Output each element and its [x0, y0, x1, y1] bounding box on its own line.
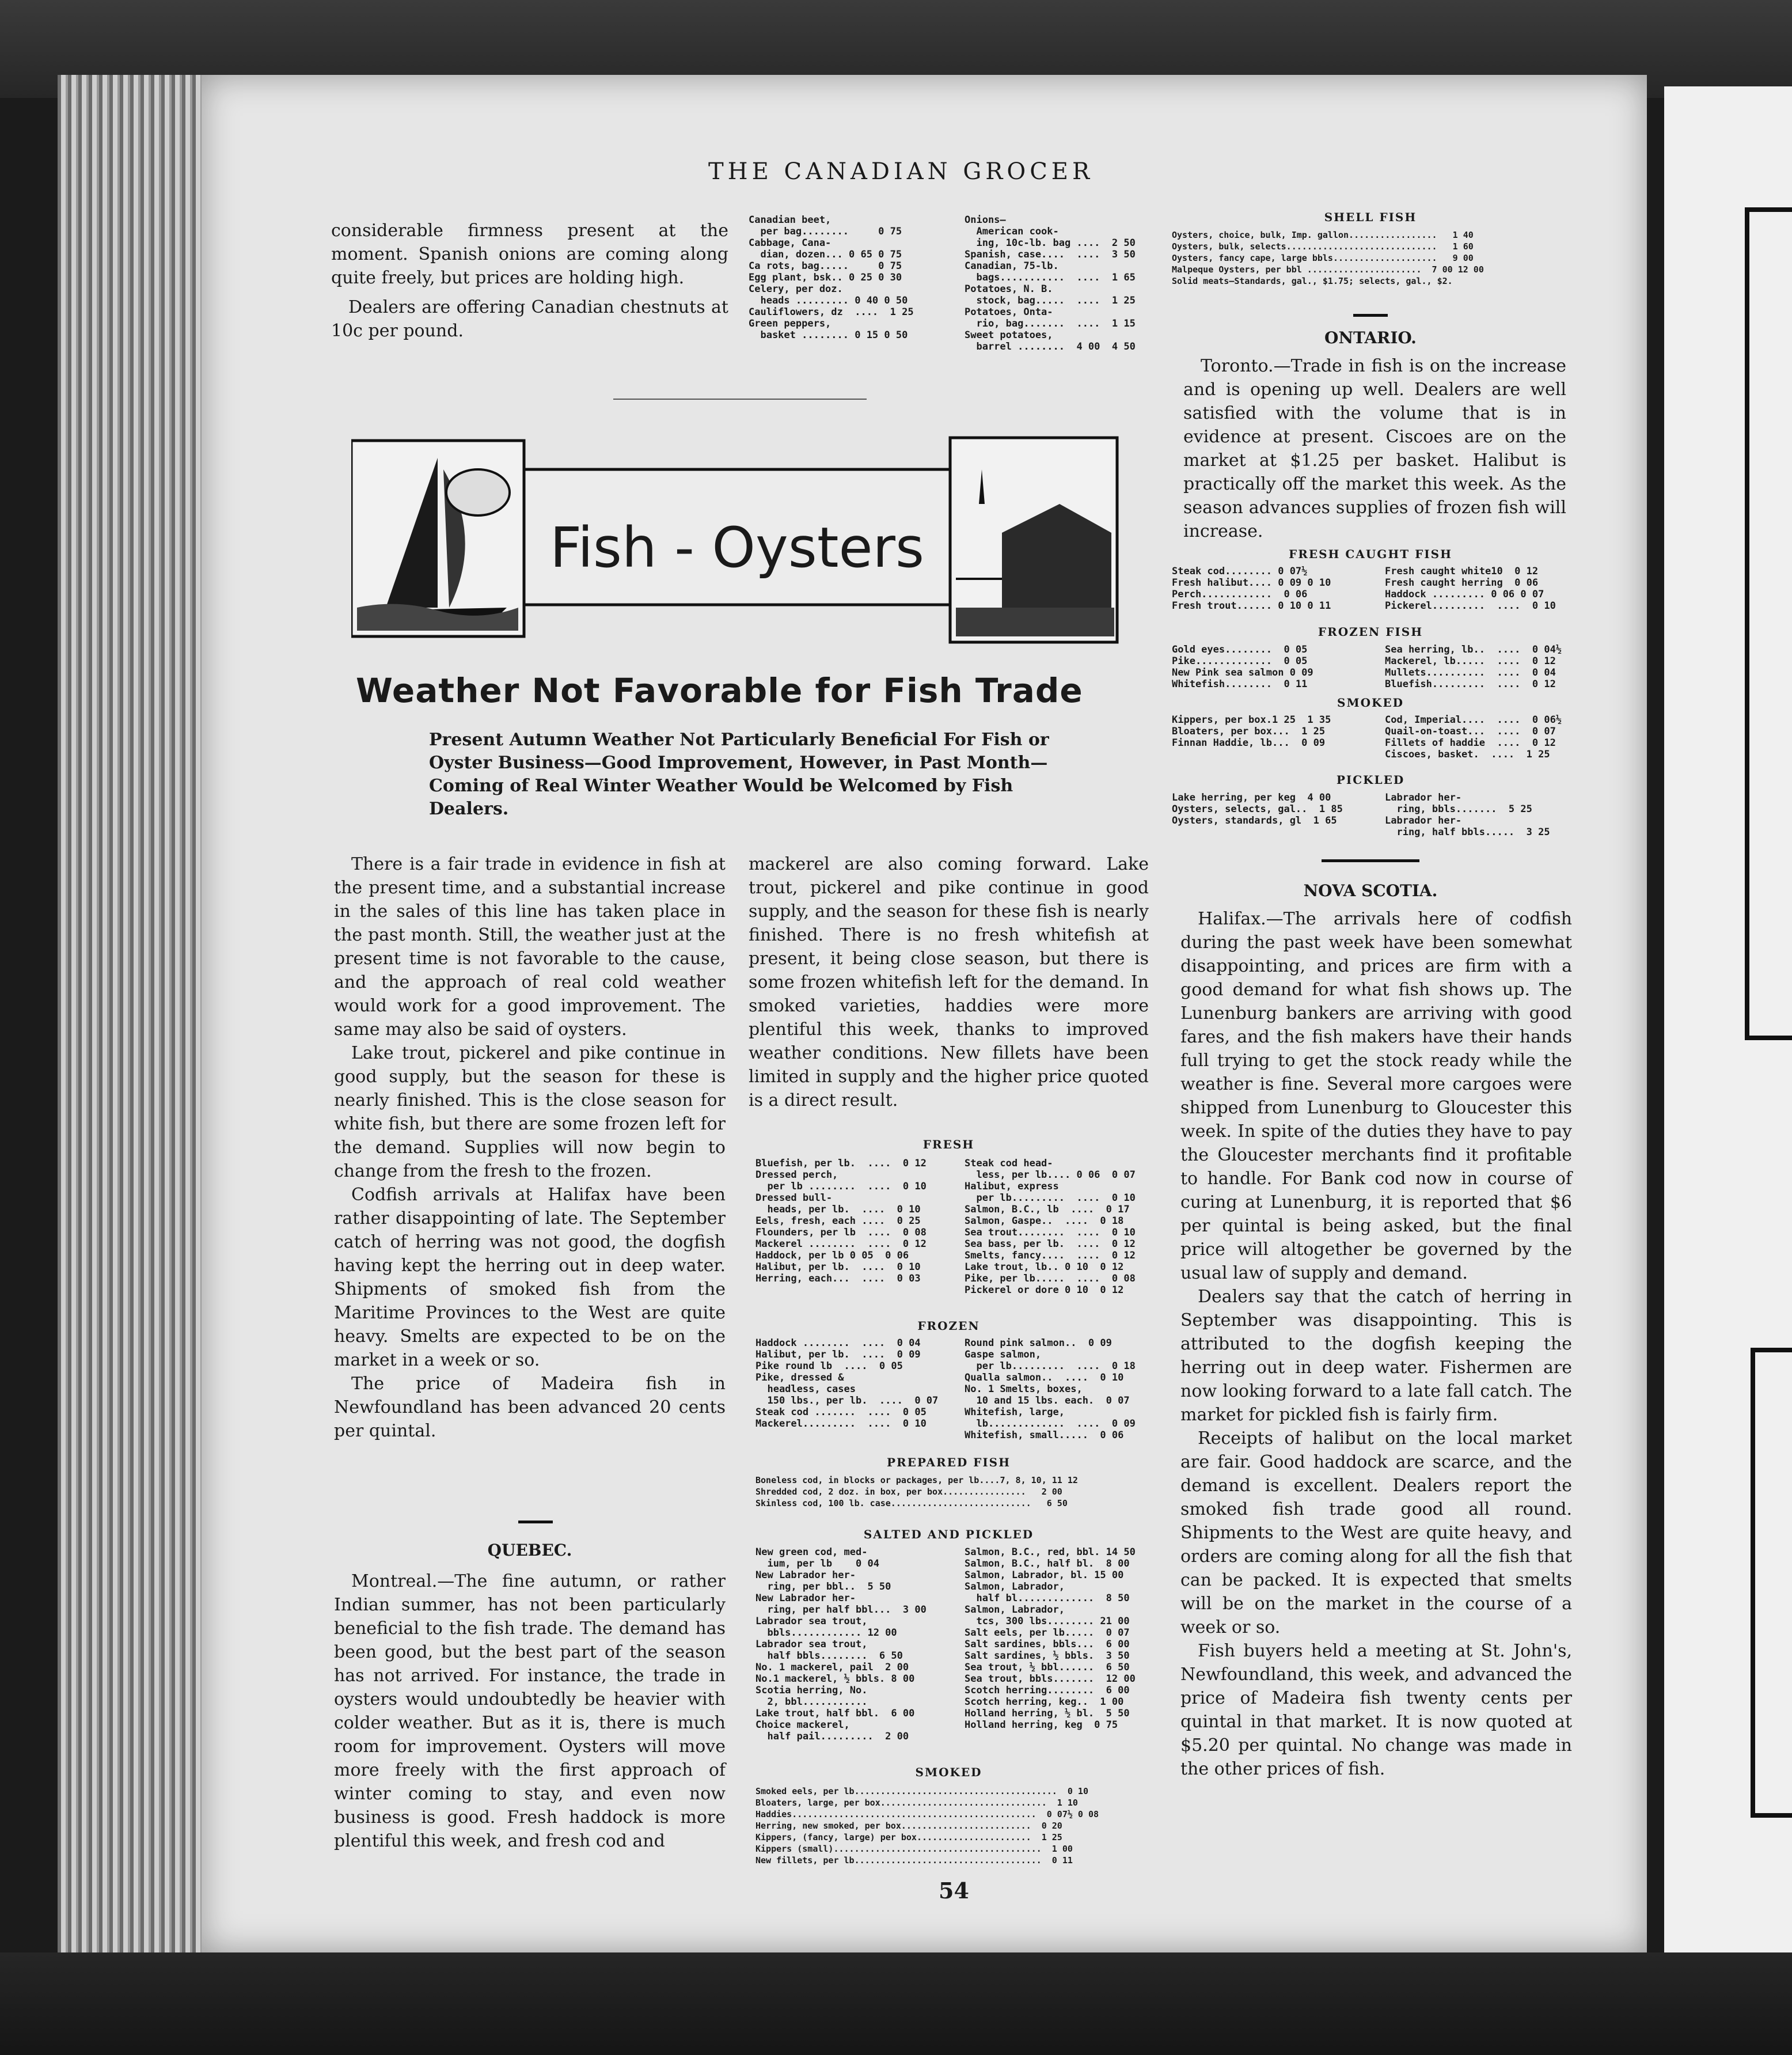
prepared-table: Boneless cod, in blocks or packages, per lb....7, 8, 10, 11 12 Shredded cod, 2 doz. in box, per box................ 2 00 Skinless cod, 100 lb. case........................... 6 50 [755, 1475, 1078, 1508]
adjacent-page-box [1745, 207, 1792, 1040]
quebec-rule [518, 1521, 553, 1523]
nova-para-3: Receipts of halibut on the local market are fair. Good haddock are scarce, and the demand is excellent. Dealers report the smoked fish trade good all round. Shipments to the West are quite heavy, and orders are coming along for all the fish that can be packed. It is expected that smelts will be on the market in the course of a week or so. [1180, 1428, 1572, 1637]
vegetable-table-left: Canadian beet, per bag........ 0 75 Cabbage, Cana- dian, dozen... 0 65 0 75 Ca rots, bag..... 0 75 Egg plant, bsk.. 0 25 0 30 Celery, per doz. heads ......... 0 40 0 50 Cauliflowers, dz .... 1 25 Green peppers, basket ........ 0 15 0 50 [749, 214, 914, 341]
pickled-left: Lake herring, per keg 4 00 Oysters, selects, gal.. 1 85 Oysters, standards, gl 1 65 [1172, 792, 1343, 826]
top-left-para-1: considerable firmness present at the moment. Spanish onions are coming along quite freely, but prices are holding high. [331, 221, 728, 288]
frozen-table-left: Haddock ........ .... 0 04 Halibut, per lb. .... 0 09 Pike round lb .... 0 05 Pike, dressed & headless, cases 150 lbs., per lb. .... 0 07 Steak cod ....... .... 0 05 Mackerel......... .... 0 10 [755, 1337, 939, 1430]
banner-title: Fish - Oysters [549, 515, 924, 580]
ontario-heading: ONTARIO. [1324, 328, 1417, 347]
frozen-fish-head: FROZEN FISH [1318, 625, 1423, 639]
running-head: THE CANADIAN GROCER [708, 158, 1094, 185]
fresh-caught-head: FRESH CAUGHT FISH [1289, 547, 1452, 561]
fresh-caught-right: Fresh caught white10 0 12 Fresh caught herring 0 06 Haddock ......... 0 06 0 07 Pickerel......... .... 0 10 [1385, 566, 1556, 612]
ont-smoked-head: SMOKED [1337, 696, 1404, 710]
vegetable-table-right: Onions— American cook- ing, 10c-lb. bag .... 2 50 Spanish, case.... .... 3 50 Canadian, 75-lb. bags........... .... 1 65 Potatoes, N. B. stock, bag..... .... 1 25 Potatoes, Onta- rio, bag....... .... 1 15 Sweet potatoes, barrel ........ 4 00 4 50 [965, 214, 1136, 352]
column-1 [334, 852, 726, 1443]
top-left-column [331, 219, 728, 343]
frozen-fish-right: Sea herring, lb.. .... 0 04½ Mackerel, lb..... .... 0 12 Mullets.......... .... 0 04 Bluefish......... .... 0 12 [1385, 644, 1562, 690]
pickled-head: PICKLED [1336, 773, 1405, 787]
nova-scotia-column [1180, 907, 1572, 1781]
scan-background-bottom [0, 1952, 1792, 2055]
column-2 [749, 852, 1149, 1112]
prepared-table-head: PREPARED FISH [886, 1455, 1011, 1469]
shell-fish-table: Oysters, choice, bulk, Imp. gallon................. 1 40 Oysters, bulk, selects............................. 1 60 Oysters, fancy cape, large bbls.................... 9 00 Malpeque Oysters, per bbl ...................... 7 00 12 00 Solid meats—Standards, gal., $1.75; selects, gal., $2. [1172, 230, 1484, 286]
quebec-heading: QUEBEC. [487, 1541, 572, 1560]
ontario-rule [1353, 314, 1388, 317]
nova-rule [1322, 859, 1419, 862]
smoked-table: Smoked eels, per lb....................................... 0 10 Bloaters, large, per box................................ 1 10 Haddies............................................... 0 07½ 0 08 Herring, new smoked, per box......................... 0 20 Kippers, (fancy, large) per box...................... 1 25 Kippers (small)........................................ 1 00 New fillets, per lb.................................... 0 11 [755, 1786, 1099, 1866]
quebec-para-1: Montreal.—The fine autumn, or rather Indian summer, has not been particularly beneficial to the fish trade. The demand has been good, but the best part of the season has not arrived. For instance, the trade in oysters would undoubtedly be heavier with colder weather. But as it is, there is much room for improvement. Oysters will move more freely with the first approach of winter coming to stay, and even now business is good. Fresh haddock is more plentiful this week, and fresh cod and [334, 1571, 726, 1851]
col2-para-1: mackerel are also coming forward. Lake trout, pickerel and pike continue in good supply, and the season for these fish is nearly finished. There is no fresh whitefish at present, it being close season, but there is some frozen whitefish left for the demand. In smoked varieties, haddies were more plentiful this week, thanks to improved weather conditions. New fillets have been limited in supply and the higher price quoted is a direct result. [749, 854, 1149, 1110]
frozen-fish-left: Gold eyes........ 0 05 Pike............. 0 05 New Pink sea salmon 0 09 Whitefish........ 0 11 [1172, 644, 1313, 690]
ont-smoked-left: Kippers, per box.1 25 1 35 Bloaters, per box... 1 25 Finnan Haddie, lb... 0 09 [1172, 714, 1331, 749]
pickled-right: Labrador her- ring, bbls....... 5 25 Labrador her- ring, half bbls..... 3 25 [1385, 792, 1550, 838]
nova-para-4: Fish buyers held a meeting at St. John's, Newfoundland, this week, and advanced the price of Madeira fish twenty cents per quintal in that market. It is now quoted at $5.20 per quintal. No change was made in the other prices of fish. [1180, 1641, 1572, 1779]
ont-smoked-right: Cod, Imperial.... .... 0 06½ Quail-on-toast... .... 0 07 Fillets of haddie .... 0 12 Ciscoes, basket. .... 1 25 [1385, 714, 1562, 760]
frozen-table-head: FROZEN [917, 1319, 980, 1333]
nova-para-2: Dealers say that the catch of herring in September was disappointing. This is attributed to the dogfish keeping the herring out in deep water. Fishermen are now looking forward to a late fall catch. The market for pickled fish is fairly firm. [1180, 1287, 1572, 1425]
headline: Weather Not Favorable for Fish Trade [356, 671, 1083, 710]
divider-top [613, 399, 867, 400]
subheadline-deck: Present Autumn Weather Not Particularly Beneficial For Fish or Oyster Business—Good Improvement, However, in Past Month—Coming of Real Winter Weather Would be Welcomed by Fish Dealers. [429, 730, 1049, 819]
salted-table-left: New green cod, med- ium, per lb 0 04 New Labrador her- ring, per bbl.. 5 50 New Labrador her- ring, per half bbl... 3 00 Labrador sea trout, bbls............ 12 00 Labrador sea trout, half bbls........ 6 50 No. 1 mackerel, pail 2 00 No.1 mackerel, ½ bbls. 8 00 Scotia herring, No. 2, bbl........... Lake trout, half bbl. 6 00 Choice mackerel, half pail......... 2 00 [755, 1546, 927, 1742]
fresh-caught-left: Steak cod........ 0 07½ Fresh halibut.... 0 09 0 10 Perch............ 0 06 Fresh trout...... 0 10 0 11 [1172, 566, 1331, 612]
col1-para-4: The price of Madeira fish in Newfoundland has been advanced 20 cents per quintal. [334, 1374, 726, 1441]
fish-oysters-banner [351, 435, 1120, 654]
ontario-para-1: Toronto.—Trade in fish is on the increase and is opening up well. Dealers are well satisfied with the volume that is in evidence at present. Ciscoes are on the market at $1.25 per basket. Halibut is practically off the market this week. As the season advances supplies of frozen fish will increase. [1183, 356, 1566, 541]
fresh-table-head: FRESH [922, 1138, 975, 1151]
book-page-edges [58, 75, 202, 1952]
quebec-column [334, 1569, 726, 1853]
salted-table-head: SALTED AND PICKLED [863, 1527, 1034, 1541]
top-left-para-2: Dealers are offering Canadian chestnuts at 10c per pound. [331, 297, 728, 341]
frozen-table-right: Round pink salmon.. 0 09 Gaspe salmon, per lb......... .... 0 18 Qualla salmon.. .... 0 10 No. 1 Smelts, boxes, 10 and 15 lbs. each. 0 07 Whitefish, large, lb............. .... 0 09 Whitefish, small..... 0 06 [965, 1337, 1136, 1441]
salted-table-right: Salmon, B.C., red, bbl. 14 50 Salmon, B.C., half bl. 8 00 Salmon, Labrador, bl. 15 00 Salmon, Labrador, half bl............. 8 50 Salmon, Labrador, tcs, 300 lbs........ 21 00 Salt eels, per lb..... 0 07 Salt sardines, bbls... 6 00 Salt sardines, ½ bbls. 3 50 Sea trout, ½ bbl...... 6 50 Sea trout, bbls....... 12 00 Scotch herring........ 6 00 Scotch herring, keg.. 1 00 Holland herring, ½ bl. 5 50 Holland herring, keg 0 75 [965, 1546, 1136, 1731]
col1-para-2: Lake trout, pickerel and pike continue in good supply, but the season for these is nearly finished. This is the close season for white fish, but there are some frozen left for the demand. Supplies will now begin to change from the fresh to the frozen. [334, 1043, 726, 1181]
ontario-column [1183, 354, 1566, 543]
nova-para-1: Halifax.—The arrivals here of codfish during the past week have been somewhat disappointing, and prices are firm with a good demand for what fish shows up. The Lunenburg bankers are arriving with good fares, and the fish makers have their hands full trying to get the stock ready while the weather is fine. Several more cargoes were shipped from Lunenburg to Gloucester this week. In spite of the duties they have to pay the Gloucester merchants find it profitable to handle. For Bank cod now in course of curing at Lunenburg, it is reported that $6 per quintal is being asked, but the final price will altogether be governed by the usual law of supply and demand. [1180, 909, 1572, 1283]
adjacent-page-box-lower [1751, 1348, 1792, 1818]
page-number: 54 [939, 1878, 969, 1904]
smoked-table-head: SMOKED [915, 1765, 982, 1779]
fresh-table-left: Bluefish, per lb. .... 0 12 Dressed perch, per lb ........ .... 0 10 Dressed bull- heads, per lb. .... 0 10 Eels, fresh, each .... 0 25 Flounders, per lb .... 0 08 Mackerel ........ .... 0 12 Haddock, per lb 0 05 0 06 Halibut, per lb. .... 0 10 Herring, each... .... 0 03 [755, 1158, 927, 1284]
nova-scotia-heading: NOVA SCOTIA. [1303, 881, 1438, 900]
shell-fish-head: SHELL FISH [1324, 210, 1417, 224]
col1-para-1: There is a fair trade in evidence in fish at the present time, and a substantial increase in the sales of this line has taken place in the past month. Still, the weather just at the present time is not favorable to the cause, and the approach of real cold weather would work for a good improvement. The same may also be said of oysters. [334, 854, 726, 1040]
col1-para-3: Codfish arrivals at Halifax have been rather disappointing of late. The September catch of herring was not good, the dogfish having kept the herring out in deep water. Shipments of smoked fish from the Maritime Provinces to the West are quite heavy. Smelts are expected to be on the market in a week or so. [334, 1185, 726, 1370]
fresh-table-right: Steak cod head- less, per lb.... 0 06 0 07 Halibut, express per lb......... .... 0 10 Salmon, B.C., lb .... 0 17 Salmon, Gaspe.. .... 0 18 Sea trout........ .... 0 10 Sea bass, per lb. .... 0 12 Smelts, fancy.... .... 0 12 Lake trout, lb.. 0 10 0 12 Pike, per lb..... .... 0 08 Pickerel or dore 0 10 0 12 [965, 1158, 1136, 1296]
